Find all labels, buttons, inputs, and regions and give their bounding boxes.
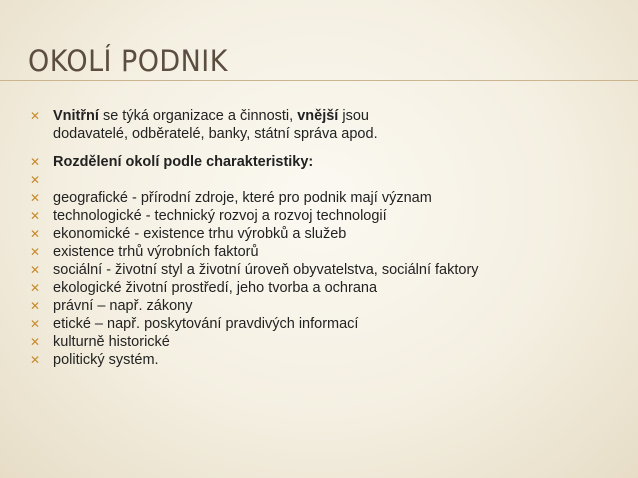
bullet-icon: ✕	[29, 317, 41, 331]
term-internal: Vnitřní	[53, 108, 99, 124]
bullet-icon: ✕	[29, 109, 41, 123]
list-item	[28, 315, 618, 333]
list-item	[28, 297, 618, 315]
list-item-text: existence trhů výrobních faktorů	[53, 244, 259, 260]
list-item-text: ekonomické - existence trhu výrobků a služeb	[53, 226, 347, 242]
bullet-icon: ✕	[29, 335, 41, 349]
list-item-intro	[28, 107, 618, 143]
title-divider	[0, 80, 638, 81]
bullet-icon: ✕	[29, 209, 41, 223]
list-item	[28, 243, 618, 261]
bullet-icon: ✕	[29, 173, 41, 187]
bullet-icon: ✕	[29, 227, 41, 241]
list-item	[28, 333, 618, 351]
intro-text-1: se týká organizace a činnosti,	[98, 108, 298, 124]
list-item-text: technologické - technický rozvoj a rozvoj technologií	[53, 208, 387, 224]
bullet-icon: ✕	[29, 263, 41, 277]
list-item	[28, 207, 618, 225]
intro-text-2: jsou	[338, 108, 369, 124]
list-item	[28, 351, 618, 369]
intro-line-2: dodavatelé, odběratelé, banky, státní správa apod.	[53, 126, 378, 142]
list-item-text: kulturně historické	[53, 334, 170, 350]
bullet-icon: ✕	[29, 191, 41, 205]
list-item	[28, 261, 618, 279]
list-item	[28, 225, 618, 243]
list-item	[28, 279, 618, 297]
section-heading: Rozdělení okolí podle charakteristiky:	[53, 154, 314, 170]
list-item-text: sociální - životní styl a životní úroveň obyvatelstva, sociální faktory	[53, 262, 479, 278]
list-item-text: politický systém.	[53, 352, 159, 368]
bullet-icon: ✕	[29, 353, 41, 367]
list-item-heading	[28, 153, 618, 171]
list-item	[28, 189, 618, 207]
list-item-text: etické – např. poskytování pravdivých informací	[53, 316, 359, 332]
list-item-text: geografické - přírodní zdroje, které pro podnik mají význam	[53, 190, 432, 206]
bullet-icon: ✕	[29, 281, 41, 295]
term-external: vnější	[297, 108, 339, 124]
list-item	[28, 171, 618, 189]
list-item-text: právní – např. zákony	[53, 298, 193, 314]
list-item-text: ekologické životní prostředí, jeho tvorba a ochrana	[53, 280, 378, 296]
slide-title: OKOLÍ PODNIK	[28, 44, 228, 78]
bullet-icon: ✕	[29, 155, 41, 169]
bullet-icon: ✕	[29, 245, 41, 259]
bullet-list	[28, 107, 618, 369]
bullet-icon: ✕	[29, 299, 41, 313]
